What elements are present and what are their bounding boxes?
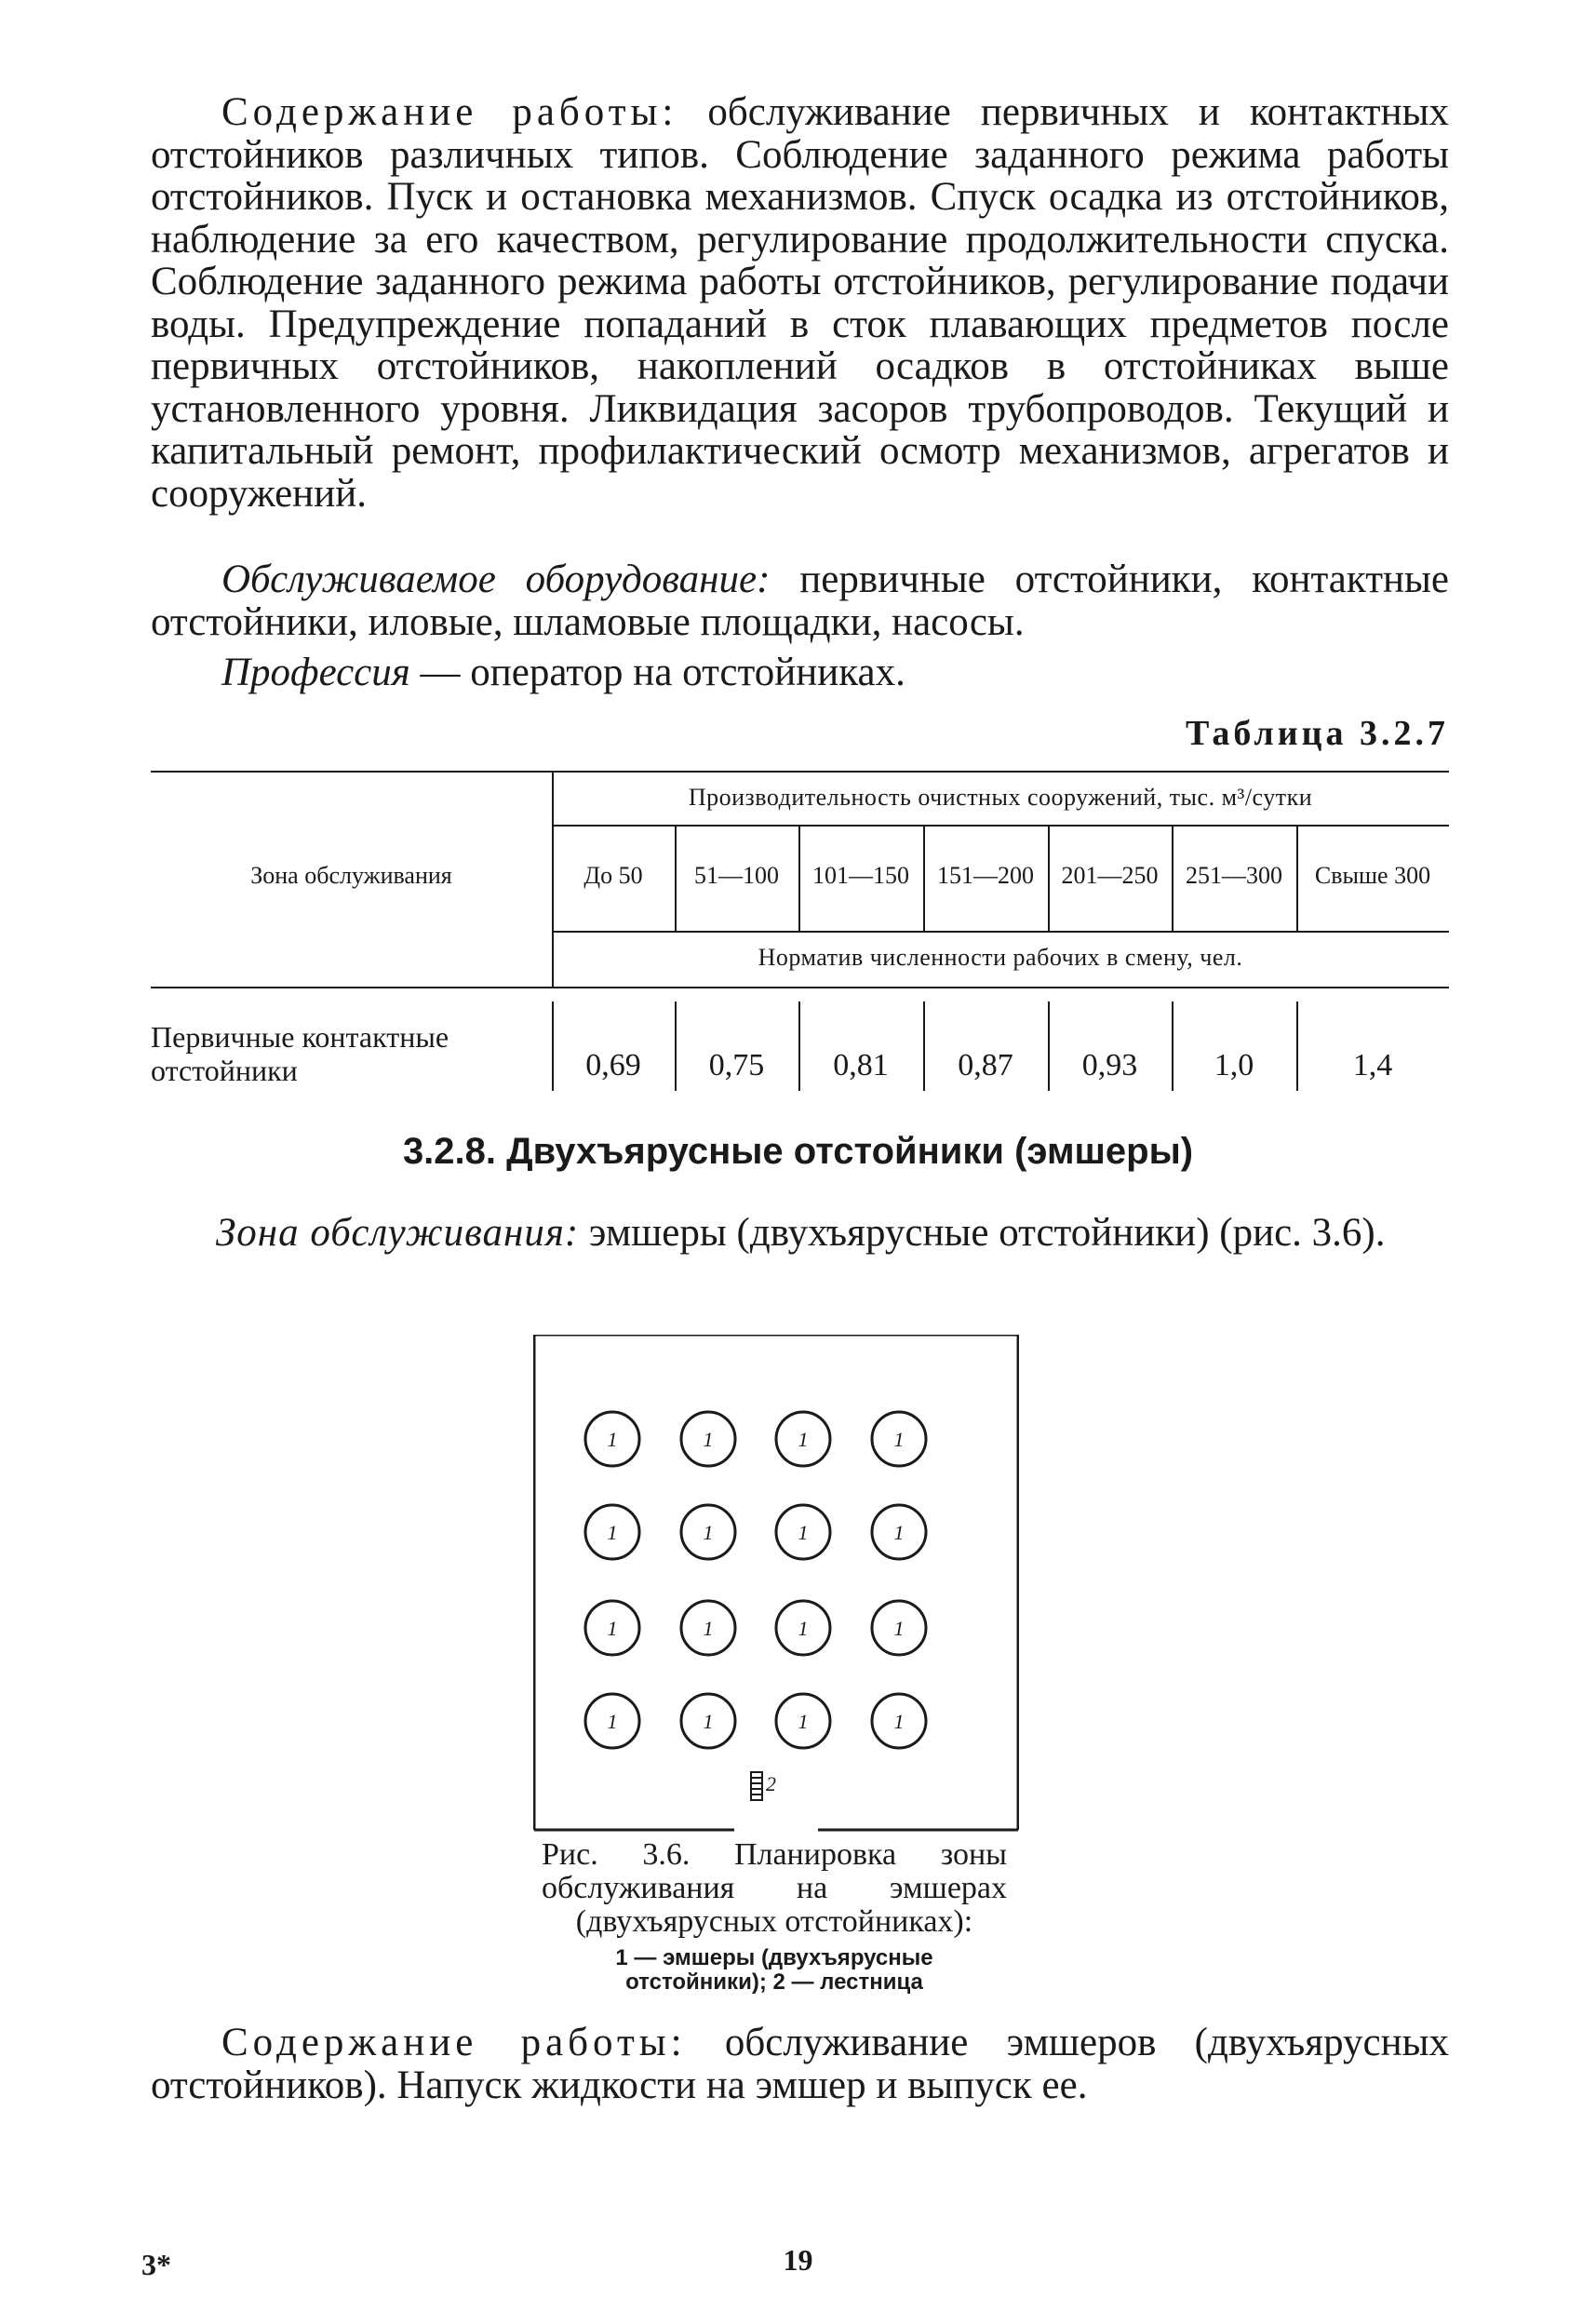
zone-text: эмшеры (двухъярусные отстойники) (рис. 3.6). xyxy=(579,1211,1386,1255)
staffing-table xyxy=(151,771,1449,1093)
work-content-text: обслуживание первичных и контактных отстойников различных типов. Соблюдение заданного режима работы отстойников. Пуск и остановка механизмов. Спуск осадка из отстойников, наблюдение за его качеством, регулирование продолжительности спуска. Соблюдение заданного режима работы отстойников, регулирование подачи воды. Предупреждение попаданий в сток плавающих предметов после первичных отстойников, накоплений осадков в отстойниках выше установленного уровня. Ликвидация засоров трубопроводов. Текущий и капитальный ремонт, профилактический осмотр механизмов, агрегатов и сооружений. xyxy=(151,90,1449,516)
table-norm-rule xyxy=(552,931,1449,933)
productivity-header: Производительность очистных сооружений, тыс. м³/сутки xyxy=(688,784,1313,811)
row-label: Первичные контактные отстойники xyxy=(151,1020,449,1087)
emscher-label: 1 xyxy=(607,1428,618,1451)
emscher-label: 1 xyxy=(703,1710,714,1733)
column-header: 201—250 xyxy=(1061,862,1159,889)
emscher-label: 1 xyxy=(798,1521,809,1544)
signature-mark: 3* xyxy=(141,2248,171,2281)
zone-lead: Зона обслуживания: xyxy=(216,1211,580,1255)
emscher-work-paragraph xyxy=(151,2022,1449,2106)
equipment-lead: Обслуживаемое оборудование: xyxy=(221,558,771,601)
emscher-label: 1 xyxy=(798,1710,809,1733)
stair-icon xyxy=(751,1772,762,1800)
profession-paragraph xyxy=(151,652,1449,694)
profession-text: — оператор на отстойниках. xyxy=(409,651,905,694)
emscher-label: 1 xyxy=(607,1617,618,1640)
zone-header: Зона обслуживания xyxy=(250,862,452,889)
emscher-grid xyxy=(585,1412,926,1748)
table-header-bottom-rule xyxy=(151,987,1449,988)
table-cell: 0,93 xyxy=(1081,1048,1138,1082)
emscher-label: 1 xyxy=(893,1521,905,1544)
table-top-rule xyxy=(151,771,1449,773)
column-header: 151—200 xyxy=(937,862,1034,889)
section-heading: 3.2.8. Двухъярусные отстойники (эмшеры) xyxy=(402,1131,1194,1172)
column-header: 101—150 xyxy=(812,862,909,889)
figure-legend: 1 — эмшеры (двухъярусные отстойники); 2 — лестница xyxy=(615,1945,933,1995)
figure-drawing xyxy=(533,1335,1019,1832)
emscher-label: 1 xyxy=(703,1521,714,1544)
emscher-work-lead: Содержание работы: xyxy=(221,2021,687,2064)
equipment-text: первичные отстойники, контактные отстойники, иловые, шламовые площадки, насосы. xyxy=(151,558,1449,644)
emscher-label: 1 xyxy=(893,1710,905,1733)
emscher-label: 1 xyxy=(703,1617,714,1640)
column-header: 51—100 xyxy=(694,862,779,889)
work-content-lead: Содержание работы: xyxy=(221,90,678,134)
emscher-label: 1 xyxy=(798,1617,809,1640)
emscher-work-text: обслуживание эмшеров (двухъярусных отстойников). Напуск жидкости на эмшер и выпуск ее. xyxy=(151,2021,1449,2107)
column-header: 251—300 xyxy=(1186,862,1282,889)
column-header: До 50 xyxy=(583,862,643,889)
table-cell: 0,81 xyxy=(833,1048,889,1082)
emscher-label: 1 xyxy=(607,1521,618,1544)
emscher-label: 1 xyxy=(703,1428,714,1451)
equipment-paragraph xyxy=(151,558,1449,643)
zone-paragraph xyxy=(151,1212,1449,1255)
table-productivity-rule xyxy=(552,825,1449,827)
stair-label: 2 xyxy=(766,1772,776,1795)
figure-caption xyxy=(542,1838,1007,1995)
emscher-label: 1 xyxy=(893,1428,905,1451)
emscher-label: 1 xyxy=(893,1617,905,1640)
table-cell: 0,69 xyxy=(585,1048,641,1082)
emscher-label: 1 xyxy=(607,1710,618,1733)
table-cell: 1,4 xyxy=(1352,1048,1393,1082)
page-number: 19 xyxy=(783,2243,813,2277)
figure-caption-title: Рис. 3.6. Планировка зоны обслуживания на эмшерах (двухъярусных отстойниках): xyxy=(542,1837,1007,1939)
emscher-layout-figure xyxy=(533,1335,1019,1832)
table-cell: 0,87 xyxy=(958,1048,1013,1082)
profession-lead: Профессия xyxy=(221,651,410,694)
table-cell: 0,75 xyxy=(708,1048,765,1082)
emscher-label: 1 xyxy=(798,1428,809,1451)
table-cell: 1,0 xyxy=(1214,1048,1254,1082)
work-content-paragraph xyxy=(151,91,1449,515)
table-caption: Таблица 3.2.7 xyxy=(1185,714,1449,753)
norm-header: Норматив численности рабочих в смену, чел. xyxy=(758,944,1243,971)
column-header: Свыше 300 xyxy=(1314,862,1431,889)
